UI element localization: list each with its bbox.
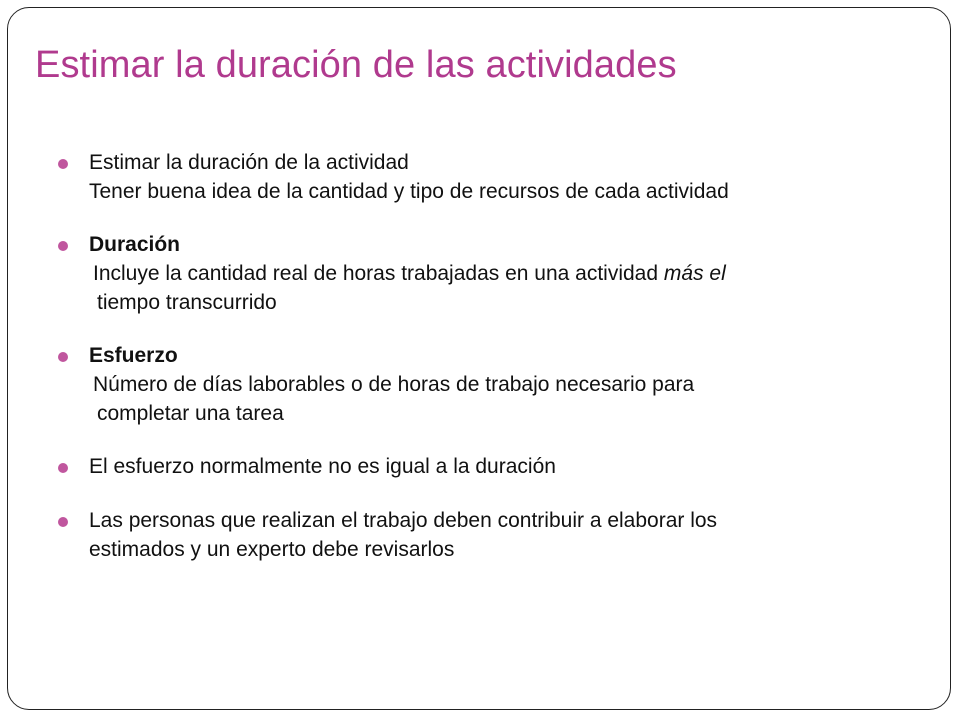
bullet-dot-icon	[58, 352, 68, 362]
slide-title: Estimar la duración de las actividades	[35, 44, 677, 86]
bullet-body-line: estimados y un experto debe revisarlos	[89, 538, 455, 561]
bullet-body-italic: más el	[663, 262, 726, 285]
bullet-body-line: tiempo transcurrido	[97, 291, 277, 314]
bullet-body-line: Las personas que realizan el trabajo deben contribuir a elaborar los	[89, 509, 718, 532]
bullet-body-line: completar una tarea	[97, 402, 284, 425]
bullet-dot-icon	[58, 159, 68, 169]
bullet-text	[89, 230, 939, 317]
bullet-dot-icon	[58, 517, 68, 527]
bullet-heading: Esfuerzo	[89, 344, 178, 367]
bullet-body: Tener buena idea de la cantidad y tipo de recursos de cada actividad	[89, 180, 729, 203]
bullet-heading: Estimar la duración de la actividad	[89, 151, 409, 174]
bullet-text	[89, 452, 939, 481]
bullet-body-line	[89, 259, 939, 288]
bullet-heading: Duración	[89, 233, 181, 256]
bullet-dot-icon	[58, 463, 68, 473]
bullet-body-line: El esfuerzo normalmente no es igual a la duración	[89, 455, 556, 478]
bullet-dot-icon	[58, 241, 68, 251]
bullet-text	[89, 341, 939, 428]
bullet-body-plain: Incluye la cantidad real de horas trabajadas en una actividad	[93, 262, 664, 285]
bullet-text	[89, 506, 939, 564]
bullet-body-line: Número de días laborables o de horas de trabajo necesario para	[93, 373, 695, 396]
bullet-text	[89, 148, 939, 206]
